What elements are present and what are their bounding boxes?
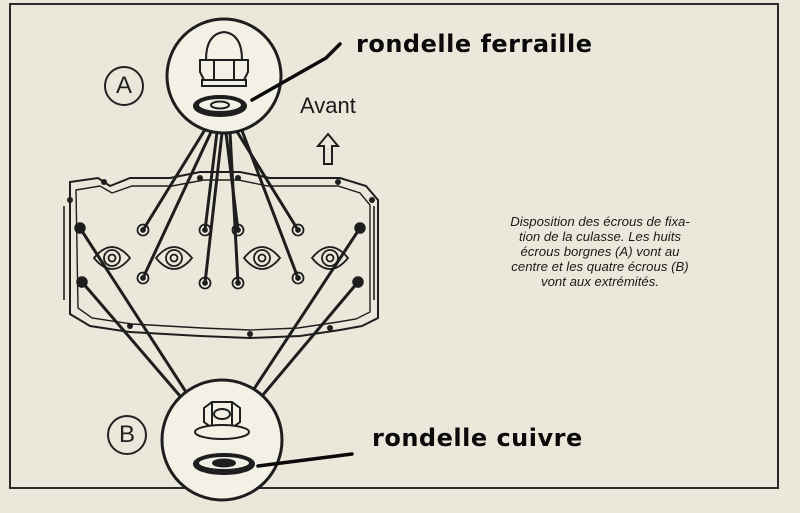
- leader-lines-b: [80, 228, 360, 396]
- edge-bolts: [67, 175, 375, 337]
- steel-washer-icon: [194, 96, 246, 116]
- caption-line: Disposition des écrous de fixa-: [510, 214, 690, 229]
- figure-caption: [468, 214, 732, 289]
- caption-line: écrous borgnes (A) vont au: [520, 244, 680, 259]
- annotation-steel-washer: rondelle ferraille: [356, 30, 593, 58]
- label-a: A: [104, 66, 144, 106]
- caption-line: tion de la culasse. Les huits: [518, 229, 681, 244]
- front-label: Avant: [300, 93, 356, 118]
- caption-line: vont aux extrémités.: [540, 274, 659, 289]
- caption-line: centre et les quatre écrous (B): [511, 259, 689, 274]
- detail-circle-b: [162, 380, 282, 500]
- spark-plug-boss-4: [312, 247, 348, 269]
- copper-washer-icon: [194, 454, 254, 474]
- detail-circle-a: [167, 19, 281, 133]
- label-b: B: [107, 415, 147, 455]
- spark-plug-boss-3: [244, 247, 280, 269]
- flange-nut-icon: [195, 402, 249, 439]
- annotation-copper-washer: rondelle cuivre: [372, 424, 583, 452]
- spark-plug-boss-2: [156, 247, 192, 269]
- front-arrow-icon: [316, 132, 340, 166]
